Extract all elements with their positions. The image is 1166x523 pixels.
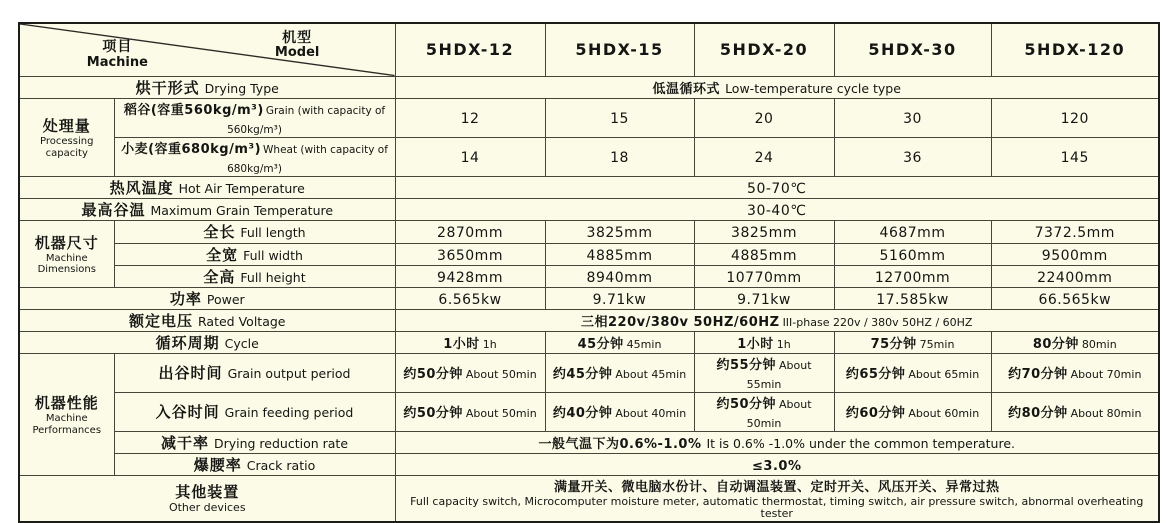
model-header-5hdx-20: 5HDX-20 bbox=[694, 23, 834, 76]
cell-power-4: 17.585kw bbox=[834, 287, 991, 309]
cell-grain-1: 12 bbox=[395, 98, 545, 137]
label-full-height: 全高 Full height bbox=[114, 265, 395, 287]
label-drying-type: 烘干形式 Drying Type bbox=[19, 76, 395, 98]
row-drying-reduction-rate bbox=[19, 431, 1159, 453]
cell-feeding-1: 约50分钟 About 50min bbox=[395, 392, 545, 431]
cell-cycle-4: 75分钟 75min bbox=[834, 331, 991, 353]
cell-width-4: 5160mm bbox=[834, 243, 991, 265]
cell-grain-5: 120 bbox=[991, 98, 1159, 137]
cell-power-1: 6.565kw bbox=[395, 287, 545, 309]
cell-output-3: 约55分钟 About 55min bbox=[694, 353, 834, 392]
cell-grain-3: 20 bbox=[694, 98, 834, 137]
label-wheat: 小麦(容重680kg/m³) Wheat (with capacity of 680kg/m³) bbox=[114, 137, 395, 176]
cell-wheat-4: 36 bbox=[834, 137, 991, 176]
cell-length-4: 4687mm bbox=[834, 220, 991, 243]
row-other-devices bbox=[19, 475, 1159, 522]
group-label-machine-dimensions: 机器尺寸 Machine Dimensions bbox=[19, 220, 114, 287]
cell-feeding-3: 约50分钟 About 50min bbox=[694, 392, 834, 431]
label-full-length: 全长 Full length bbox=[114, 220, 395, 243]
value-drying-type: 低温循环式 Low-temperature cycle type bbox=[395, 76, 1159, 98]
spec-table bbox=[18, 22, 1160, 523]
cell-cycle-5: 80分钟 80min bbox=[991, 331, 1159, 353]
row-full-length bbox=[19, 220, 1159, 243]
cell-wheat-2: 18 bbox=[545, 137, 694, 176]
model-header-5hdx-15: 5HDX-15 bbox=[545, 23, 694, 76]
corner-machine-label bbox=[42, 39, 192, 70]
label-cycle: 循环周期 Cycle bbox=[19, 331, 395, 353]
row-grain-output-period bbox=[19, 353, 1159, 392]
group-label-processing-capacity: 处理量 Processing capacity bbox=[19, 98, 114, 176]
value-other-devices: 满量开关、微电脑水份计、自动调温装置、定时开关、风压开关、异常过热 Full capacity switch, Microcomputer moisture meter, automatic thermostat, timing switch, air pressure switch, abnormal overheating tester bbox=[395, 475, 1159, 522]
label-hot-air-temperature: 热风温度 Hot Air Temperature bbox=[19, 176, 395, 198]
corner-machine-en: Machine bbox=[86, 54, 148, 70]
cell-cycle-3: 1小时 1h bbox=[694, 331, 834, 353]
label-other-devices: 其他装置 Other devices bbox=[19, 475, 395, 522]
model-header-5hdx-12: 5HDX-12 bbox=[395, 23, 545, 76]
value-max-grain-temperature: 30-40℃ bbox=[395, 198, 1159, 220]
row-full-height bbox=[19, 265, 1159, 287]
cell-output-5: 约70分钟 About 70min bbox=[991, 353, 1159, 392]
label-grain: 稻谷(容重560kg/m³) Grain (with capacity of 560kg/m³) bbox=[114, 98, 395, 137]
cell-wheat-1: 14 bbox=[395, 137, 545, 176]
cell-length-5: 7372.5mm bbox=[991, 220, 1159, 243]
cell-power-3: 9.71kw bbox=[694, 287, 834, 309]
cell-output-1: 约50分钟 About 50min bbox=[395, 353, 545, 392]
cell-wheat-3: 24 bbox=[694, 137, 834, 176]
spec-table-container bbox=[18, 22, 1160, 523]
value-crack-ratio: ≤3.0% bbox=[395, 453, 1159, 475]
model-header-5hdx-30: 5HDX-30 bbox=[834, 23, 991, 76]
row-cycle bbox=[19, 331, 1159, 353]
corner-header-cell bbox=[19, 23, 395, 76]
cell-height-4: 12700mm bbox=[834, 265, 991, 287]
cell-output-2: 约45分钟 About 45min bbox=[545, 353, 694, 392]
model-header-5hdx-120: 5HDX-120 bbox=[991, 23, 1159, 76]
cell-power-2: 9.71kw bbox=[545, 287, 694, 309]
cell-width-5: 9500mm bbox=[991, 243, 1159, 265]
value-rated-voltage: 三相220v/380v 50HZ/60HZ III-phase 220v / 380v 50HZ / 60HZ bbox=[395, 309, 1159, 331]
label-grain-feeding-period: 入谷时间 Grain feeding period bbox=[114, 392, 395, 431]
label-rated-voltage: 额定电压 Rated Voltage bbox=[19, 309, 395, 331]
label-power: 功率 Power bbox=[19, 287, 395, 309]
label-drying-reduction-rate: 减干率 Drying reduction rate bbox=[114, 431, 395, 453]
cell-wheat-5: 145 bbox=[991, 137, 1159, 176]
cell-length-1: 2870mm bbox=[395, 220, 545, 243]
row-power bbox=[19, 287, 1159, 309]
cell-height-3: 10770mm bbox=[694, 265, 834, 287]
row-hot-air-temperature bbox=[19, 176, 1159, 198]
label-grain-output-period: 出谷时间 Grain output period bbox=[114, 353, 395, 392]
label-full-width: 全宽 Full width bbox=[114, 243, 395, 265]
cell-width-1: 3650mm bbox=[395, 243, 545, 265]
row-drying-type bbox=[19, 76, 1159, 98]
corner-machine-zh: 项目 bbox=[102, 39, 133, 56]
cell-height-1: 9428mm bbox=[395, 265, 545, 287]
cell-width-2: 4885mm bbox=[545, 243, 694, 265]
row-crack-ratio bbox=[19, 453, 1159, 475]
label-crack-ratio: 爆腰率 Crack ratio bbox=[114, 453, 395, 475]
cell-cycle-1: 1小时 1h bbox=[395, 331, 545, 353]
cell-height-5: 22400mm bbox=[991, 265, 1159, 287]
label-max-grain-temperature: 最高谷温 Maximum Grain Temperature bbox=[19, 198, 395, 220]
row-max-grain-temperature bbox=[19, 198, 1159, 220]
cell-height-2: 8940mm bbox=[545, 265, 694, 287]
cell-length-3: 3825mm bbox=[694, 220, 834, 243]
cell-output-4: 约65分钟 About 65min bbox=[834, 353, 991, 392]
cell-feeding-4: 约60分钟 About 60min bbox=[834, 392, 991, 431]
cell-feeding-2: 约40分钟 About 40min bbox=[545, 392, 694, 431]
cell-length-2: 3825mm bbox=[545, 220, 694, 243]
row-grain-feeding-period bbox=[19, 392, 1159, 431]
value-hot-air-temperature: 50-70℃ bbox=[395, 176, 1159, 198]
corner-model-en: Model bbox=[274, 45, 320, 61]
group-label-machine-performances: 机器性能 Machine Performances bbox=[19, 353, 114, 475]
cell-grain-4: 30 bbox=[834, 98, 991, 137]
value-drying-reduction-rate: 一般气温下为0.6%-1.0% It is 0.6% -1.0% under the common temperature. bbox=[395, 431, 1159, 453]
row-wheat-capacity bbox=[19, 137, 1159, 176]
header-row bbox=[19, 23, 1159, 76]
cell-power-5: 66.565kw bbox=[991, 287, 1159, 309]
cell-feeding-5: 约80分钟 About 80min bbox=[991, 392, 1159, 431]
row-grain-capacity bbox=[19, 98, 1159, 137]
cell-width-3: 4885mm bbox=[694, 243, 834, 265]
row-rated-voltage bbox=[19, 309, 1159, 331]
row-full-width bbox=[19, 243, 1159, 265]
cell-cycle-2: 45分钟 45min bbox=[545, 331, 694, 353]
cell-grain-2: 15 bbox=[545, 98, 694, 137]
corner-model-label bbox=[215, 30, 380, 61]
corner-model-zh: 机型 bbox=[282, 30, 313, 46]
